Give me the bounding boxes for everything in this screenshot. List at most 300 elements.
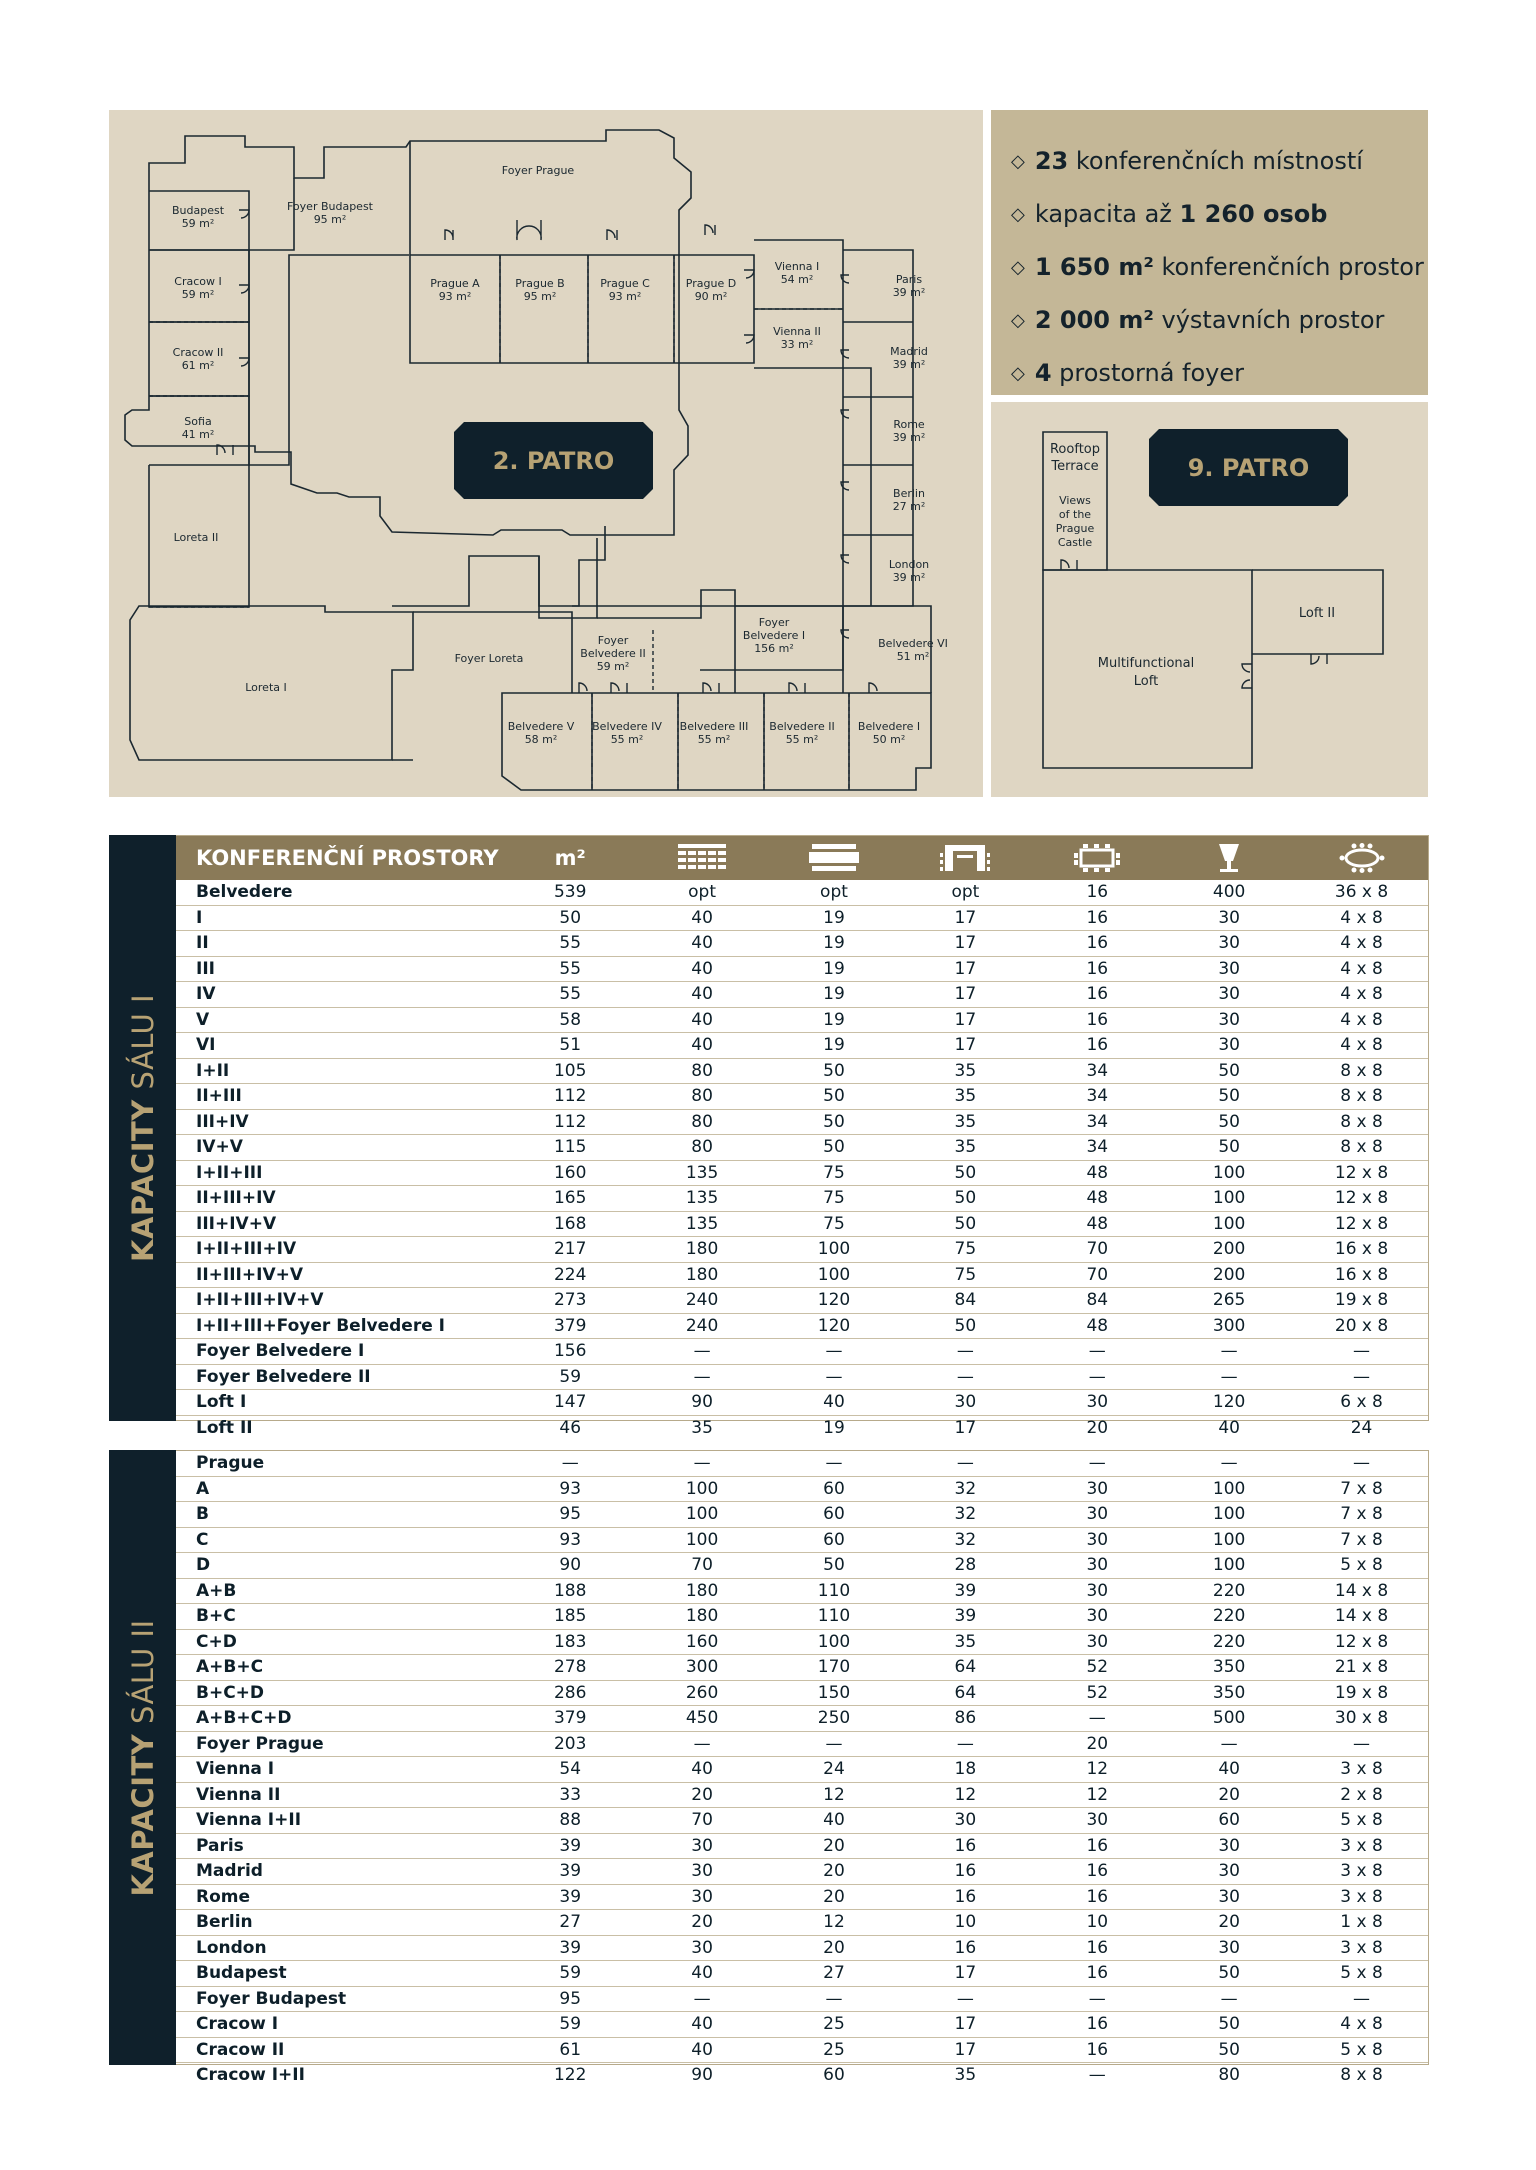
u-shape-capacity: 18: [954, 1759, 977, 1780]
capacity-table-2: [109, 1450, 1429, 2086]
table-row: [176, 1237, 1428, 1263]
room-name: I: [196, 907, 203, 928]
u-shape-capacity: 16: [954, 1835, 977, 1856]
table-row: [176, 906, 1428, 932]
room-name: Paris: [196, 1835, 244, 1856]
room-name: I+II+III+IV+V: [196, 1290, 324, 1311]
room-name: Belvedere: [196, 882, 293, 903]
reception-capacity: 300: [1212, 1315, 1246, 1336]
reception-capacity: 200: [1212, 1264, 1246, 1285]
area-value: 115: [553, 1137, 587, 1158]
area-value: 273: [553, 1290, 587, 1311]
room-area: 93 m²: [608, 290, 642, 303]
theatre-capacity: 180: [685, 1264, 719, 1285]
area-value: 147: [553, 1392, 587, 1413]
classroom-capacity: 24: [823, 1759, 845, 1780]
table-row: [176, 2063, 1428, 2088]
reception-capacity: —: [1220, 1988, 1238, 2009]
theatre-capacity: 135: [685, 1213, 719, 1234]
room-label: Rome: [893, 418, 925, 431]
area-value: 203: [553, 1733, 587, 1754]
banquet-capacity: 4 x 8: [1340, 933, 1383, 954]
area-value: 95: [559, 1504, 582, 1525]
reception-capacity: 30: [1218, 1835, 1240, 1856]
reception-capacity: 20: [1218, 1784, 1240, 1805]
room-area: 55 m²: [785, 733, 819, 746]
room-area: 33 m²: [780, 338, 814, 351]
table-row: [176, 1339, 1428, 1365]
boardroom-capacity: 16: [1086, 882, 1109, 903]
theatre-capacity: 300: [685, 1657, 719, 1678]
u-shape-capacity: 32: [954, 1529, 977, 1550]
table-row: [176, 957, 1428, 983]
theatre-capacity: 40: [691, 1035, 713, 1056]
table-row: [176, 1961, 1428, 1987]
area-value: 95: [559, 1988, 582, 2009]
area-value: 55: [559, 958, 582, 979]
room-label: Prague D: [685, 277, 737, 290]
room-area: 59 m²: [596, 660, 630, 673]
area-value: 39: [559, 1937, 582, 1958]
boardroom-capacity: 16: [1086, 2014, 1109, 2035]
banquet-capacity: 4 x 8: [1340, 2014, 1383, 2035]
reception-capacity: 30: [1218, 907, 1240, 928]
u-shape-capacity: 17: [954, 2039, 977, 2060]
room-note: Views: [1059, 494, 1091, 507]
banquet-capacity: 4 x 8: [1340, 907, 1383, 928]
theatre-capacity: 40: [691, 907, 713, 928]
room-name: V: [196, 1009, 210, 1030]
classroom-capacity: 110: [817, 1606, 851, 1627]
theatre-capacity: 20: [691, 1912, 713, 1933]
classroom-capacity: 100: [817, 1239, 851, 1260]
table-row: [176, 1416, 1428, 1441]
banquet-capacity: 6 x 8: [1340, 1392, 1383, 1413]
room-name: IV: [196, 984, 216, 1005]
theatre-capacity: 40: [691, 984, 713, 1005]
room-label: London: [888, 558, 930, 571]
reception-icon: [1163, 836, 1295, 880]
u-shape-capacity: 17: [954, 907, 977, 928]
u-shape-capacity: 12: [954, 1784, 977, 1805]
theatre-capacity: —: [693, 1366, 711, 1387]
banquet-capacity: 5 x 8: [1340, 1810, 1383, 1831]
classroom-capacity: 19: [823, 907, 845, 928]
room-area: 95 m²: [313, 213, 347, 226]
area-value: 224: [553, 1264, 587, 1285]
reception-capacity: 500: [1212, 1708, 1246, 1729]
info-item-text: prostorná foyer: [1051, 359, 1244, 387]
room-area: 54 m²: [780, 273, 814, 286]
area-value: 278: [553, 1657, 587, 1678]
classroom-capacity: 20: [823, 1937, 845, 1958]
table-row: [176, 931, 1428, 957]
boardroom-capacity: 16: [1086, 2039, 1109, 2060]
table-row: [176, 1732, 1428, 1758]
area-value: 27: [559, 1912, 582, 1933]
reception-capacity: 30: [1218, 984, 1240, 1005]
reception-capacity: 50: [1218, 1963, 1240, 1984]
classroom-capacity: 120: [817, 1290, 851, 1311]
table-row: [176, 1808, 1428, 1834]
u-shape-capacity: —: [956, 1988, 974, 2009]
boardroom-capacity: 30: [1086, 1392, 1109, 1413]
u-shape-capacity: 32: [954, 1478, 977, 1499]
info-item: [1011, 136, 1428, 189]
info-item-highlight: 4: [1034, 359, 1052, 387]
boardroom-capacity: 16: [1086, 958, 1109, 979]
boardroom-capacity: 16: [1086, 933, 1109, 954]
classroom-capacity: —: [825, 1988, 843, 2009]
classroom-capacity: 40: [823, 1810, 845, 1831]
boardroom-capacity: 16: [1086, 1835, 1109, 1856]
classroom-capacity: 25: [823, 2014, 845, 2035]
area-value: 58: [559, 1009, 582, 1030]
room-name: Madrid: [196, 1861, 263, 1882]
room-area: 61 m²: [181, 359, 215, 372]
theatre-capacity: 260: [685, 1682, 719, 1703]
area-value: 160: [553, 1162, 587, 1183]
banquet-capacity: 5 x 8: [1340, 2039, 1383, 2060]
reception-capacity: 50: [1218, 2039, 1240, 2060]
banquet-capacity: 1 x 8: [1340, 1912, 1383, 1933]
room-name: B+C: [196, 1606, 236, 1627]
u-shape-capacity: 75: [954, 1264, 977, 1285]
classroom-capacity: 19: [823, 933, 845, 954]
room-area: 39 m²: [892, 571, 926, 584]
room-name: Cracow I: [196, 2014, 279, 2035]
area-value: 39: [559, 1861, 582, 1882]
area-value: 112: [553, 1111, 587, 1132]
theatre-capacity: 80: [691, 1111, 713, 1132]
room-area: 58 m²: [524, 733, 558, 746]
room-name: London: [196, 1937, 267, 1958]
reception-capacity: 265: [1212, 1290, 1246, 1311]
area-value: 88: [559, 1810, 582, 1831]
banquet-capacity: 12 x 8: [1334, 1188, 1389, 1209]
boardroom-capacity: 20: [1086, 1733, 1109, 1754]
banquet-capacity: 8 x 8: [1340, 1111, 1383, 1132]
theatre-capacity: 40: [691, 1963, 713, 1984]
area-value: 185: [553, 1606, 587, 1627]
area-value: 286: [553, 1682, 587, 1703]
u-shape-capacity: 50: [954, 1188, 977, 1209]
theatre-capacity: 100: [685, 1478, 719, 1499]
classroom-capacity: 50: [823, 1111, 845, 1132]
floor-badge-9: [1149, 429, 1348, 506]
room-name: Cracow II: [196, 2039, 285, 2060]
table-row: [176, 1161, 1428, 1187]
u-shape-capacity: 35: [954, 1137, 977, 1158]
table-row: [176, 1135, 1428, 1161]
classroom-capacity: —: [825, 1341, 843, 1362]
reception-capacity: 30: [1218, 933, 1240, 954]
boardroom-capacity: 30: [1086, 1478, 1109, 1499]
room-label: Belvedere III: [679, 720, 749, 733]
theatre-capacity: 160: [685, 1631, 719, 1652]
table-row: [176, 1706, 1428, 1732]
boardroom-capacity: 20: [1086, 1417, 1109, 1438]
theatre-capacity: 240: [685, 1290, 719, 1311]
reception-capacity: 30: [1218, 1886, 1240, 1907]
table-row: [176, 1314, 1428, 1340]
table-row: [176, 1390, 1428, 1416]
table-row: [176, 1987, 1428, 2013]
room-area: 90 m²: [694, 290, 728, 303]
floor-plan-2nd-floor-drawing: [109, 110, 983, 797]
u-shape-capacity: 17: [954, 984, 977, 1005]
boardroom-capacity: 10: [1086, 1912, 1109, 1933]
room-name: Foyer Prague: [196, 1733, 324, 1754]
u-shape-capacity: 16: [954, 1886, 977, 1907]
banquet-capacity: 12 x 8: [1334, 1162, 1389, 1183]
reception-capacity: 120: [1212, 1392, 1246, 1413]
table-header: [176, 836, 1428, 880]
theatre-capacity: 70: [691, 1810, 713, 1831]
classroom-capacity: 75: [823, 1213, 845, 1234]
room-area: 41 m²: [181, 428, 215, 441]
classroom-capacity: —: [825, 1733, 843, 1754]
room-name: II+III+IV: [196, 1188, 276, 1209]
room-name: Foyer Budapest: [196, 1988, 347, 2009]
table-row: [176, 1212, 1428, 1238]
banquet-capacity: 3 x 8: [1340, 1861, 1383, 1882]
room-name: III: [196, 958, 215, 979]
table-row: [176, 1528, 1428, 1554]
room-label: Prague B: [515, 277, 565, 290]
room-area: 59 m²: [181, 217, 215, 230]
u-shape-capacity: 64: [954, 1682, 977, 1703]
table-row: [176, 1008, 1428, 1034]
reception-capacity: 60: [1218, 1810, 1240, 1831]
classroom-icon: [769, 836, 900, 880]
banquet-capacity: 12 x 8: [1334, 1213, 1389, 1234]
info-box: [991, 110, 1428, 395]
classroom-capacity: 20: [823, 1886, 845, 1907]
header-title: KONFERENČNÍ PROSTORY: [196, 846, 499, 870]
u-shape-capacity: 17: [954, 1417, 977, 1438]
table-row: [176, 1451, 1428, 1477]
area-value: 188: [553, 1580, 587, 1601]
classroom-capacity: 19: [823, 1035, 845, 1056]
theatre-capacity: 450: [685, 1708, 719, 1729]
room-label: Madrid: [890, 345, 928, 358]
classroom-capacity: 60: [823, 1529, 845, 1550]
classroom-capacity: —: [825, 1366, 843, 1387]
diamond-bullet-icon: ◇: [1011, 257, 1025, 278]
boardroom-capacity: 30: [1086, 1810, 1109, 1831]
classroom-capacity: —: [825, 1453, 843, 1474]
banquet-capacity: 24: [1350, 1417, 1373, 1438]
table-row: [176, 1059, 1428, 1085]
u-shape-capacity: —: [956, 1341, 974, 1362]
u-shape-capacity: 35: [954, 1631, 977, 1652]
room-area: 95 m²: [523, 290, 557, 303]
room-label: Belvedere II: [580, 647, 646, 660]
room-name: II: [196, 933, 209, 954]
classroom-capacity: 12: [823, 1912, 845, 1933]
classroom-capacity: 60: [823, 2065, 845, 2086]
info-item: [1011, 295, 1428, 348]
area-value: 54: [559, 1759, 582, 1780]
boardroom-capacity: 30: [1086, 1504, 1109, 1525]
reception-capacity: —: [1220, 1733, 1238, 1754]
theatre-capacity: 40: [691, 958, 713, 979]
floor-plan-2nd-floor: [109, 110, 983, 797]
table-row: [176, 1936, 1428, 1962]
u-shape-capacity: 75: [954, 1239, 977, 1260]
area-value: 39: [559, 1835, 582, 1856]
reception-capacity: 100: [1212, 1162, 1246, 1183]
table-side-label-2: [109, 1450, 176, 2065]
info-item-highlight: 23: [1034, 147, 1069, 175]
area-value: 55: [559, 933, 582, 954]
boardroom-capacity: 16: [1086, 1886, 1109, 1907]
room-name: A+B: [196, 1580, 237, 1601]
area-value: 59: [559, 2014, 582, 2035]
classroom-capacity: 170: [817, 1657, 851, 1678]
room-area: 156 m²: [754, 642, 794, 655]
classroom-capacity: 20: [823, 1835, 845, 1856]
u-shape-capacity: 35: [954, 2065, 977, 2086]
theatre-capacity: 40: [691, 1009, 713, 1030]
banquet-capacity: 8 x 8: [1340, 1086, 1383, 1107]
floor-plan-9th-floor-drawing: [991, 402, 1428, 797]
diamond-bullet-icon: ◇: [1011, 151, 1025, 172]
table-row: [176, 1630, 1428, 1656]
room-label: Loft: [1133, 674, 1159, 689]
reception-capacity: —: [1220, 1453, 1238, 1474]
u-shape-capacity: 17: [954, 2014, 977, 2035]
info-item-prefix: kapacita až: [1034, 200, 1180, 228]
reception-capacity: 100: [1212, 1188, 1246, 1209]
reception-capacity: 30: [1218, 1861, 1240, 1882]
boardroom-capacity: 34: [1086, 1060, 1109, 1081]
table-row: [176, 1681, 1428, 1707]
theatre-capacity: 135: [685, 1188, 719, 1209]
u-shape-capacity: —: [956, 1733, 974, 1754]
room-area: 55 m²: [697, 733, 731, 746]
classroom-capacity: 100: [817, 1264, 851, 1285]
u-shape-capacity: 39: [954, 1606, 977, 1627]
room-area: 39 m²: [892, 286, 926, 299]
room-name: Vienna II: [196, 1784, 281, 1805]
table-row: [176, 1477, 1428, 1503]
banquet-capacity: 4 x 8: [1340, 1035, 1383, 1056]
theatre-capacity: 180: [685, 1239, 719, 1260]
reception-capacity: 30: [1218, 1035, 1240, 1056]
banquet-capacity: 16 x 8: [1334, 1239, 1389, 1260]
theatre-capacity: 30: [691, 1937, 713, 1958]
room-name: I+II: [196, 1060, 230, 1081]
boardroom-capacity: 16: [1086, 1963, 1109, 1984]
room-label: Foyer Budapest: [287, 200, 373, 213]
banquet-capacity: 4 x 8: [1340, 1009, 1383, 1030]
area-value: 59: [559, 1366, 582, 1387]
theatre-capacity: 90: [691, 2065, 713, 2086]
room-name: Prague: [196, 1453, 265, 1474]
theatre-capacity: 90: [691, 1392, 713, 1413]
banquet-capacity: 5 x 8: [1340, 1963, 1383, 1984]
room-name: Vienna I+II: [196, 1810, 302, 1831]
table-row: [176, 1263, 1428, 1289]
banquet-capacity: 3 x 8: [1340, 1886, 1383, 1907]
area-value: 379: [553, 1708, 587, 1729]
classroom-capacity: 50: [823, 1555, 845, 1576]
reception-capacity: 80: [1218, 2065, 1240, 2086]
room-name: D: [196, 1555, 211, 1576]
boardroom-capacity: —: [1088, 1988, 1106, 2009]
info-item: [1011, 348, 1428, 401]
classroom-capacity: 75: [823, 1162, 845, 1183]
theatre-capacity: 240: [685, 1315, 719, 1336]
u-shape-capacity: 39: [954, 1580, 977, 1601]
theatre-capacity: 40: [691, 2014, 713, 2035]
table-body-1: [176, 835, 1429, 1438]
boardroom-capacity: —: [1088, 1708, 1106, 1729]
banquet-capacity: 7 x 8: [1340, 1504, 1383, 1525]
area-value: 112: [553, 1086, 587, 1107]
boardroom-icon: [1031, 836, 1163, 880]
floor-plan-9th-floor: [991, 402, 1428, 797]
boardroom-capacity: —: [1088, 2065, 1106, 2086]
room-label: Belvedere I: [742, 629, 806, 642]
area-value: 39: [559, 1886, 582, 1907]
theatre-capacity: 30: [691, 1861, 713, 1882]
u-shape-capacity: 17: [954, 1963, 977, 1984]
theatre-capacity: 35: [691, 1417, 713, 1438]
u-shape-capacity: —: [956, 1366, 974, 1387]
boardroom-capacity: 30: [1086, 1529, 1109, 1550]
u-shape-capacity: 50: [954, 1162, 977, 1183]
u-shape-capacity: 30: [954, 1810, 977, 1831]
boardroom-capacity: —: [1088, 1453, 1106, 1474]
banquet-capacity: 30 x 8: [1334, 1708, 1389, 1729]
reception-capacity: 200: [1212, 1239, 1246, 1260]
classroom-capacity: 27: [823, 1963, 845, 1984]
info-item-text: konferenčních místností: [1068, 147, 1363, 175]
room-name: B: [196, 1504, 209, 1525]
table-row: [176, 1553, 1428, 1579]
banquet-capacity: —: [1353, 1733, 1371, 1754]
u-shape-capacity: 35: [954, 1060, 977, 1081]
room-label: Rooftop: [1049, 442, 1101, 457]
theatre-capacity: 40: [691, 933, 713, 954]
table-row: [176, 2012, 1428, 2038]
banquet-capacity: 3 x 8: [1340, 1835, 1383, 1856]
banquet-capacity: 8 x 8: [1340, 1060, 1383, 1081]
boardroom-capacity: 34: [1086, 1111, 1109, 1132]
boardroom-capacity: 34: [1086, 1086, 1109, 1107]
theatre-capacity: 135: [685, 1162, 719, 1183]
table-rows-1: [176, 880, 1428, 1440]
info-item: [1011, 242, 1428, 295]
table-row: [176, 1757, 1428, 1783]
boardroom-capacity: 30: [1086, 1631, 1109, 1652]
theatre-capacity: 80: [691, 1086, 713, 1107]
classroom-capacity: 50: [823, 1137, 845, 1158]
classroom-capacity: 19: [823, 984, 845, 1005]
area-value: 51: [559, 1035, 582, 1056]
u-shape-capacity: 16: [954, 1937, 977, 1958]
u-shape-capacity: opt: [951, 882, 980, 903]
area-value: 165: [553, 1188, 587, 1209]
boardroom-capacity: 52: [1086, 1682, 1109, 1703]
theatre-capacity: 80: [691, 1060, 713, 1081]
boardroom-capacity: 48: [1086, 1188, 1109, 1209]
room-area: 55 m²: [610, 733, 644, 746]
reception-capacity: 100: [1212, 1213, 1246, 1234]
